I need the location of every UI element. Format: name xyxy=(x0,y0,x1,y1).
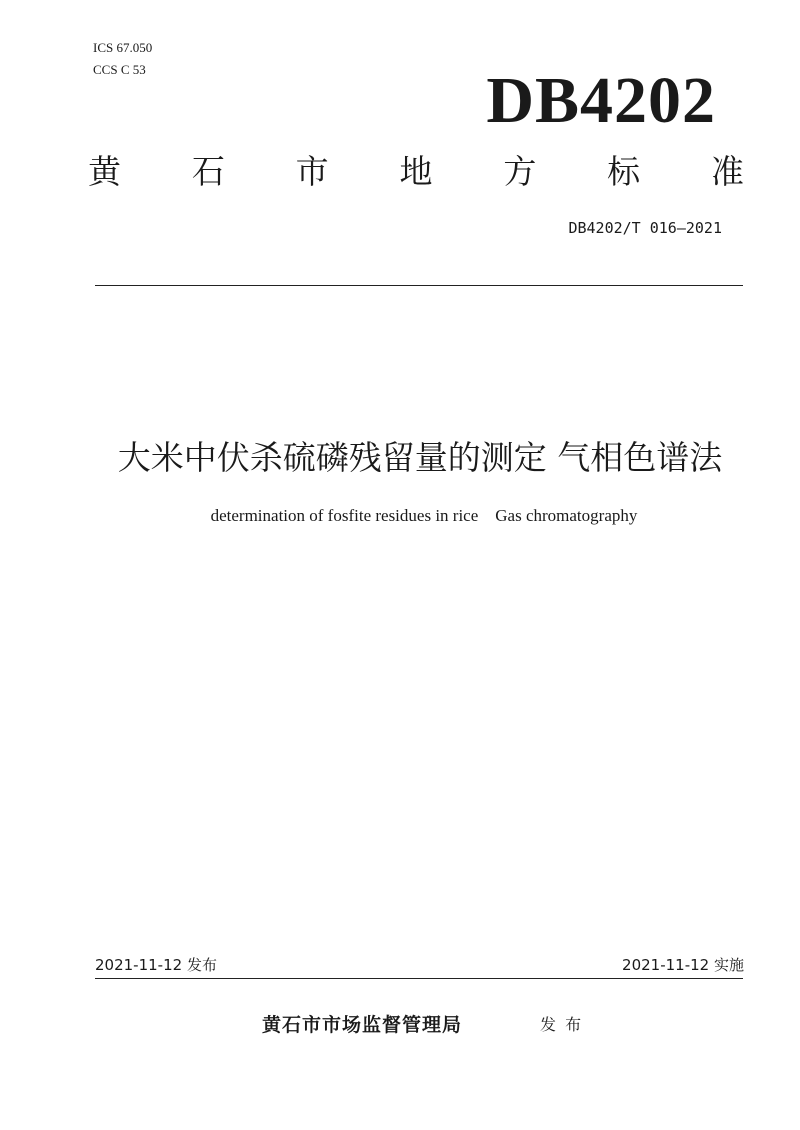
top-divider xyxy=(95,285,743,286)
issue-date: 2021-11-12 发布 xyxy=(95,956,217,974)
standard-number: DB4202/T 016—2021 xyxy=(568,219,722,237)
issuing-action: 发 布 xyxy=(540,1015,584,1034)
ccs-code: CCS C 53 xyxy=(93,62,146,77)
ics-code: ICS 67.050 xyxy=(93,40,153,55)
standard-type-char: 准 xyxy=(710,152,744,191)
standard-type-char: 地 xyxy=(399,152,433,191)
document-title-chinese: 大米中伏杀硫磷残留量的测定 气相色谱法 xyxy=(117,438,723,477)
standard-type xyxy=(88,152,744,192)
standard-type-char: 市 xyxy=(295,152,329,191)
standard-code: DB4202 xyxy=(486,64,716,137)
standard-type-char: 石 xyxy=(191,152,225,191)
implementation-date: 2021-11-12 实施 xyxy=(622,956,744,974)
standard-type-char: 方 xyxy=(503,152,537,191)
bottom-divider xyxy=(95,978,743,979)
standard-type-char: 标 xyxy=(607,152,641,191)
standard-type-char: 黄 xyxy=(88,152,121,191)
document-title-english: determination of fosfite residues in rice Gas chromatography xyxy=(210,506,638,525)
issuing-authority: 黄石市市场监督管理局 xyxy=(262,1014,463,1036)
